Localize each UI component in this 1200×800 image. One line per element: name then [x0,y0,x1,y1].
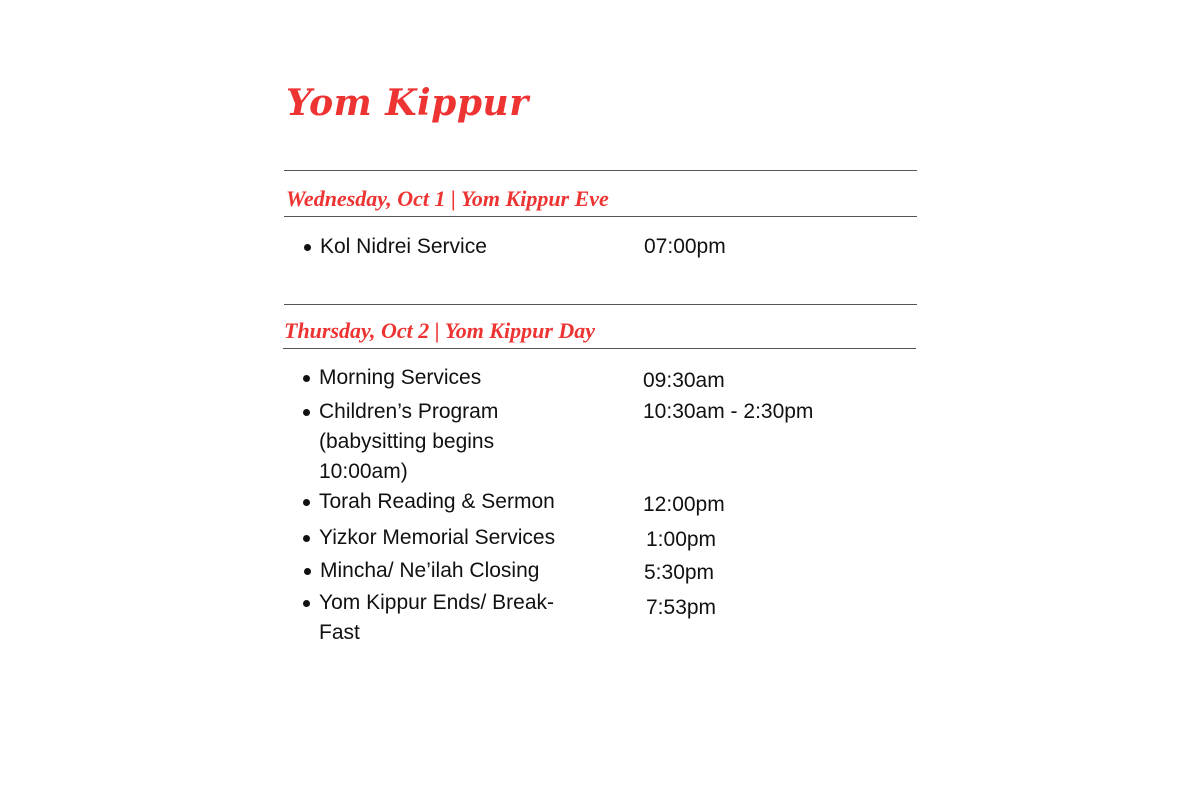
section-divider-bottom [284,216,917,217]
item-label: Yizkor Memorial Services [319,526,556,549]
section-heading-eve: Wednesday, Oct 1 | Yom Kippur Eve [286,186,609,211]
bullet-icon [303,409,310,416]
item-label: Children’s Program (babysitting begins 10:00am) [319,400,499,483]
bullet-icon [303,499,310,506]
bullet-icon [304,568,311,575]
bullet-icon [303,535,310,542]
item-time: 12:00pm [643,493,725,516]
item-label: Mincha/ Ne’ilah Closing [320,559,540,582]
item-label: Morning Services [319,366,482,389]
item-time: 09:30am [643,369,725,392]
section-heading-day: Thursday, Oct 2 | Yom Kippur Day [284,318,596,343]
section-divider-top [284,170,917,171]
item-time: 07:00pm [644,235,726,258]
item-time: 10:30am - 2:30pm [643,400,814,423]
item-label: Torah Reading & Sermon [319,490,555,513]
page-title: Yom Kippur [286,82,529,124]
bullet-icon [303,375,310,382]
item-time: 7:53pm [646,596,717,619]
section-divider-top [284,304,917,305]
item-time: 5:30pm [644,561,715,584]
item-time: 1:00pm [646,528,717,551]
item-label: Kol Nidrei Service [320,235,487,258]
section-divider-bottom [283,348,916,349]
item-label: Yom Kippur Ends/ Break-Fast [319,591,555,644]
bullet-icon [304,244,311,251]
bullet-icon [303,600,310,607]
